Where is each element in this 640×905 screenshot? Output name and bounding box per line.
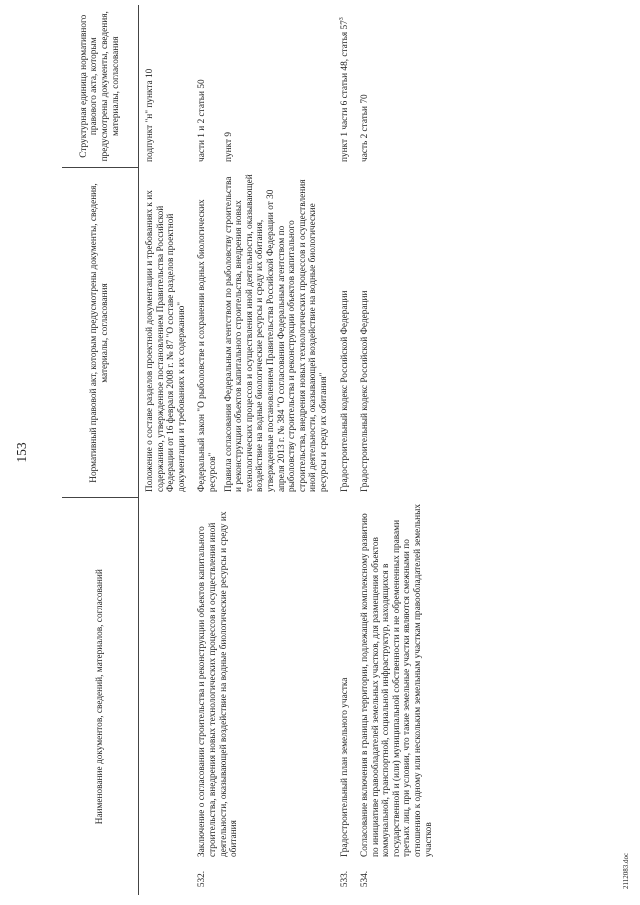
row-name	[139, 498, 192, 863]
table-row	[191, 5, 333, 895]
row-unit-item: пункт 9	[224, 131, 235, 162]
row-number: 533.	[339, 870, 350, 888]
row-unit: подпункт "н" пункта 10	[145, 68, 155, 162]
row-unit-superscript: 3	[338, 17, 345, 21]
table-header-row	[62, 5, 139, 895]
table-row	[139, 5, 192, 895]
table-row	[334, 5, 355, 895]
row-name: Согласование включения в границы территории, подлежащей комплексному развитию по инициативе правообладателей земельных участков, для размещения объектов коммунальной, транспортной, социальной инфраструктур, находящихся в государственной и (или) муниципальной собственности и не обремененных правами третьих лиц, при условии, что такие земельные участки являются смежными по отношению к одному или нескольким земельным участкам правообладателей земельных участков	[360, 503, 434, 857]
row-unit-text: пункт 1 части 6 статьи 48, статья 57	[339, 20, 350, 162]
row-number: 532.	[197, 870, 208, 888]
row-name: Заключение о согласовании строительства и реконструкции объектов капитального строительства, внедрения новых технологических процессов и осуществления иной деятельности, оказывающей воздействие на водные биологические ресурсы и среду их обитания	[197, 511, 240, 857]
row-number: 534.	[360, 870, 371, 888]
row-unit: часть 2 статьи 70	[360, 94, 371, 162]
row-act: Положение о составе разделов проектной документации и требованиях к их содержанию, утвержденное постановлением Правительства Российской Федерации от 16 февраля 2008 г. № 87 "О составе разделов проектной документации и требованиях к их содержанию"	[145, 190, 187, 492]
document-footer: 2112083.doc	[622, 852, 630, 889]
header-act: Нормативный правовой акт, которым предусмотрены документы, сведения, материалы, согласования	[62, 168, 139, 498]
row-unit	[334, 5, 355, 168]
table-row	[354, 5, 434, 895]
row-act: Градостроительный кодекс Российской Федерации	[339, 290, 350, 492]
row-unit	[191, 5, 333, 168]
header-unit: Структурная единица нормативного правового акта, которым предусмотрены документы, сведения, материалы, согласования	[62, 5, 139, 168]
row-number	[139, 863, 192, 895]
row-act: Градостроительный кодекс Российской Федерации	[360, 290, 371, 492]
row-act	[191, 168, 333, 498]
row-unit-item: части 1 и 2 статьи 50	[197, 79, 208, 162]
header-name: Наименование документов, сведений, материалов, согласований	[62, 498, 139, 895]
row-name: Градостроительный план земельного участка	[339, 677, 350, 857]
row-act-item: Федеральный закон "О рыболовстве и сохранении водных биологических ресурсов"	[197, 199, 218, 492]
row-act-item: Правила согласования Федеральным агентством по рыболовству строительства и реконструкции объектов капитального строительства, внедрения новых технологических процессов и осуществления иной деятельности, оказывающей воздействие на водные биологические ресурсы и среду их обитания, утвержденные постановлением Правительства Российской Федерации от 30 апреля 2013 г. № 384 "О согласовании Федеральным агентством по рыболовству строительства и реконструкции объектов капитального строительства, внедрения новых технологических процессов и осуществления иной деятельности, оказывающей воздействие на водные биологические ресурсы и среду их обитания"	[223, 174, 329, 492]
page-number: 153	[14, 442, 29, 463]
requirements-table	[62, 5, 434, 895]
